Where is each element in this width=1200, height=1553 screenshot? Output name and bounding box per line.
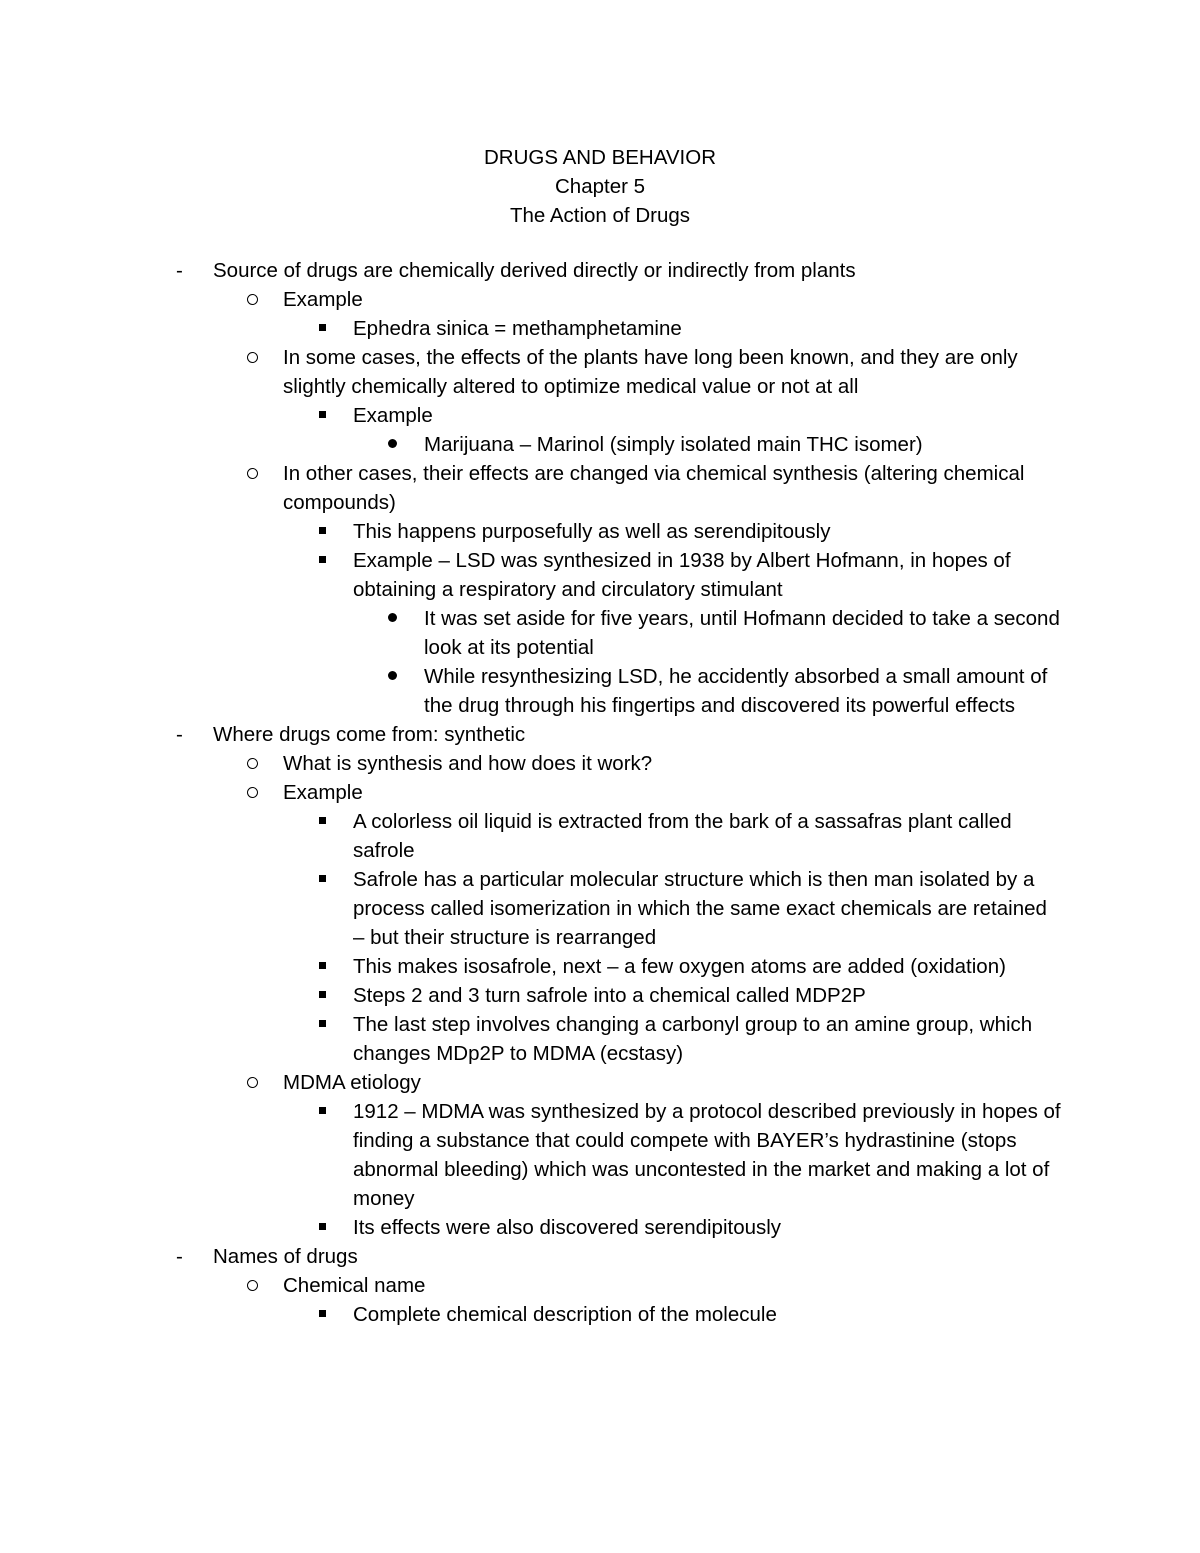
circle-hollow-bullet-icon bbox=[247, 1280, 258, 1291]
circle-hollow-bullet-icon bbox=[247, 1077, 258, 1088]
outline-item-level-3 bbox=[353, 865, 1063, 952]
outline-item-text: This makes isosafrole, next – a few oxygen atoms are added (oxidation) bbox=[353, 955, 1006, 978]
square-bullet-icon bbox=[319, 324, 326, 331]
outline-item-text: 1912 – MDMA was synthesized by a protocol described previously in hopes of finding a substance that could compete with BAYER’s hydrastinine (stops abnormal bleeding) which was uncontested in the market and making a lot of money bbox=[353, 1100, 1061, 1210]
outline-item-level-2 bbox=[283, 285, 1063, 314]
dash-bullet: - bbox=[176, 723, 183, 746]
square-bullet-icon bbox=[319, 1213, 326, 1242]
round-bullet-icon bbox=[388, 613, 397, 622]
square-bullet-icon bbox=[319, 527, 326, 534]
outline-item-level-2 bbox=[283, 343, 1063, 401]
outline-item-level-3 bbox=[353, 1097, 1063, 1213]
square-bullet-icon bbox=[319, 962, 326, 969]
circle-hollow-bullet-icon bbox=[247, 468, 258, 479]
square-bullet-icon bbox=[319, 991, 326, 998]
circle-hollow-bullet-icon bbox=[247, 778, 258, 807]
outline-item-level-3 bbox=[353, 1010, 1063, 1068]
chapter-subtitle: The Action of Drugs bbox=[509, 204, 691, 227]
outline-item-level-2 bbox=[283, 778, 1063, 807]
outline-item-text: Names of drugs bbox=[213, 1245, 358, 1268]
circle-hollow-bullet-icon bbox=[247, 1271, 258, 1300]
circle-hollow-bullet-icon bbox=[247, 1068, 258, 1097]
outline-item-level-3 bbox=[353, 401, 1063, 430]
outline-item-level-1 bbox=[176, 256, 1063, 285]
outline-item-level-4 bbox=[424, 662, 1064, 720]
round-bullet-icon bbox=[388, 430, 397, 459]
outline-item-level-2 bbox=[283, 1271, 1063, 1300]
outline-item-text: Complete chemical description of the molecule bbox=[353, 1303, 777, 1326]
square-bullet-icon bbox=[319, 401, 326, 430]
outline-item-level-1 bbox=[176, 720, 1063, 749]
outline-item-text: Ephedra sinica = methamphetamine bbox=[353, 317, 682, 340]
outline-item-text: The last step involves changing a carbonyl group to an amine group, which changes MDp2P to MDMA (ecstasy) bbox=[353, 1013, 1033, 1065]
square-bullet-icon bbox=[319, 807, 326, 836]
dash-bullet: - bbox=[176, 1245, 183, 1268]
outline-item-text: Steps 2 and 3 turn safrole into a chemical called MDP2P bbox=[353, 984, 866, 1007]
outline-item-level-3 bbox=[353, 314, 1063, 343]
outline-item-text: MDMA etiology bbox=[283, 1071, 421, 1094]
outline-item-text: Example bbox=[283, 288, 363, 311]
circle-hollow-bullet-icon bbox=[247, 787, 258, 798]
square-bullet-icon bbox=[319, 411, 326, 418]
square-bullet-icon bbox=[319, 1010, 326, 1039]
square-bullet-icon bbox=[319, 1310, 326, 1317]
circle-hollow-bullet-icon bbox=[247, 294, 258, 305]
outline-item-level-4 bbox=[424, 430, 1064, 459]
circle-hollow-bullet-icon bbox=[247, 459, 258, 488]
outline-item-text: Its effects were also discovered serendipitously bbox=[353, 1216, 782, 1239]
square-bullet-icon bbox=[319, 865, 326, 894]
outline-item-level-3 bbox=[353, 1213, 1063, 1242]
square-bullet-icon bbox=[319, 546, 326, 575]
round-bullet-icon bbox=[388, 671, 397, 680]
outline-item-text: In other cases, their effects are changed via chemical synthesis (altering chemical compounds) bbox=[283, 462, 1025, 514]
square-bullet-icon bbox=[319, 517, 326, 546]
circle-hollow-bullet-icon bbox=[247, 352, 258, 363]
outline-item-level-3 bbox=[353, 952, 1063, 981]
circle-hollow-bullet-icon bbox=[247, 285, 258, 314]
outline-item-text: Example – LSD was synthesized in 1938 by Albert Hofmann, in hopes of obtaining a respiratory and circulatory stimulant bbox=[353, 549, 1011, 601]
outline-item-level-3 bbox=[353, 807, 1063, 865]
outline-item-text: Source of drugs are chemically derived directly or indirectly from plants bbox=[213, 259, 856, 282]
round-bullet-icon bbox=[388, 662, 397, 691]
chapter-label: Chapter 5 bbox=[554, 175, 646, 198]
square-bullet-icon bbox=[319, 1097, 326, 1126]
square-bullet-icon bbox=[319, 1300, 326, 1329]
square-bullet-icon bbox=[319, 1223, 326, 1230]
outline-item-text: Chemical name bbox=[283, 1274, 426, 1297]
outline-item-text: It was set aside for five years, until Hofmann decided to take a second look at its potential bbox=[424, 607, 1060, 659]
notes-outline bbox=[0, 256, 1200, 1329]
outline-item-level-4 bbox=[424, 604, 1064, 662]
outline-item-text: Example bbox=[283, 781, 363, 804]
circle-hollow-bullet-icon bbox=[247, 343, 258, 372]
outline-item-level-3 bbox=[353, 517, 1063, 546]
outline-item-text: Example bbox=[353, 404, 433, 427]
square-bullet-icon bbox=[319, 1107, 326, 1114]
title-block bbox=[0, 143, 1200, 230]
square-bullet-icon bbox=[319, 875, 326, 882]
outline-item-text: A colorless oil liquid is extracted from the bark of a sassafras plant called safrole bbox=[353, 810, 1012, 862]
outline-item-level-3 bbox=[353, 981, 1063, 1010]
square-bullet-icon bbox=[319, 314, 326, 343]
square-bullet-icon bbox=[319, 817, 326, 824]
square-bullet-icon bbox=[319, 981, 326, 1010]
square-bullet-icon bbox=[319, 952, 326, 981]
outline-item-level-1 bbox=[176, 1242, 1063, 1271]
square-bullet-icon bbox=[319, 556, 326, 563]
outline-item-level-3 bbox=[353, 546, 1063, 604]
square-bullet-icon bbox=[319, 1020, 326, 1027]
outline-item-level-2 bbox=[283, 459, 1063, 517]
circle-hollow-bullet-icon bbox=[247, 758, 258, 769]
outline-item-text: This happens purposefully as well as serendipitously bbox=[353, 520, 831, 543]
outline-item-text: Where drugs come from: synthetic bbox=[213, 723, 526, 746]
round-bullet-icon bbox=[388, 604, 397, 633]
outline-item-text: Marijuana – Marinol (simply isolated main THC isomer) bbox=[424, 433, 923, 456]
outline-item-text: What is synthesis and how does it work? bbox=[283, 752, 653, 775]
outline-item-text: While resynthesizing LSD, he accidently absorbed a small amount of the drug through his fingertips and discovered its powerful effects bbox=[424, 665, 1048, 717]
document-title: DRUGS AND BEHAVIOR bbox=[484, 146, 716, 169]
outline-item-text: Safrole has a particular molecular structure which is then man isolated by a process called isomerization in which the same exact chemicals are retained – but their structure is rearranged bbox=[353, 868, 1047, 949]
outline-item-level-2 bbox=[283, 749, 1063, 778]
round-bullet-icon bbox=[388, 439, 397, 448]
outline-item-level-3 bbox=[353, 1300, 1063, 1329]
dash-bullet: - bbox=[176, 259, 183, 282]
outline-item-text: In some cases, the effects of the plants have long been known, and they are only slightly chemically altered to optimize medical value or not at all bbox=[283, 346, 1018, 398]
outline-item-level-2 bbox=[283, 1068, 1063, 1097]
circle-hollow-bullet-icon bbox=[247, 749, 258, 778]
